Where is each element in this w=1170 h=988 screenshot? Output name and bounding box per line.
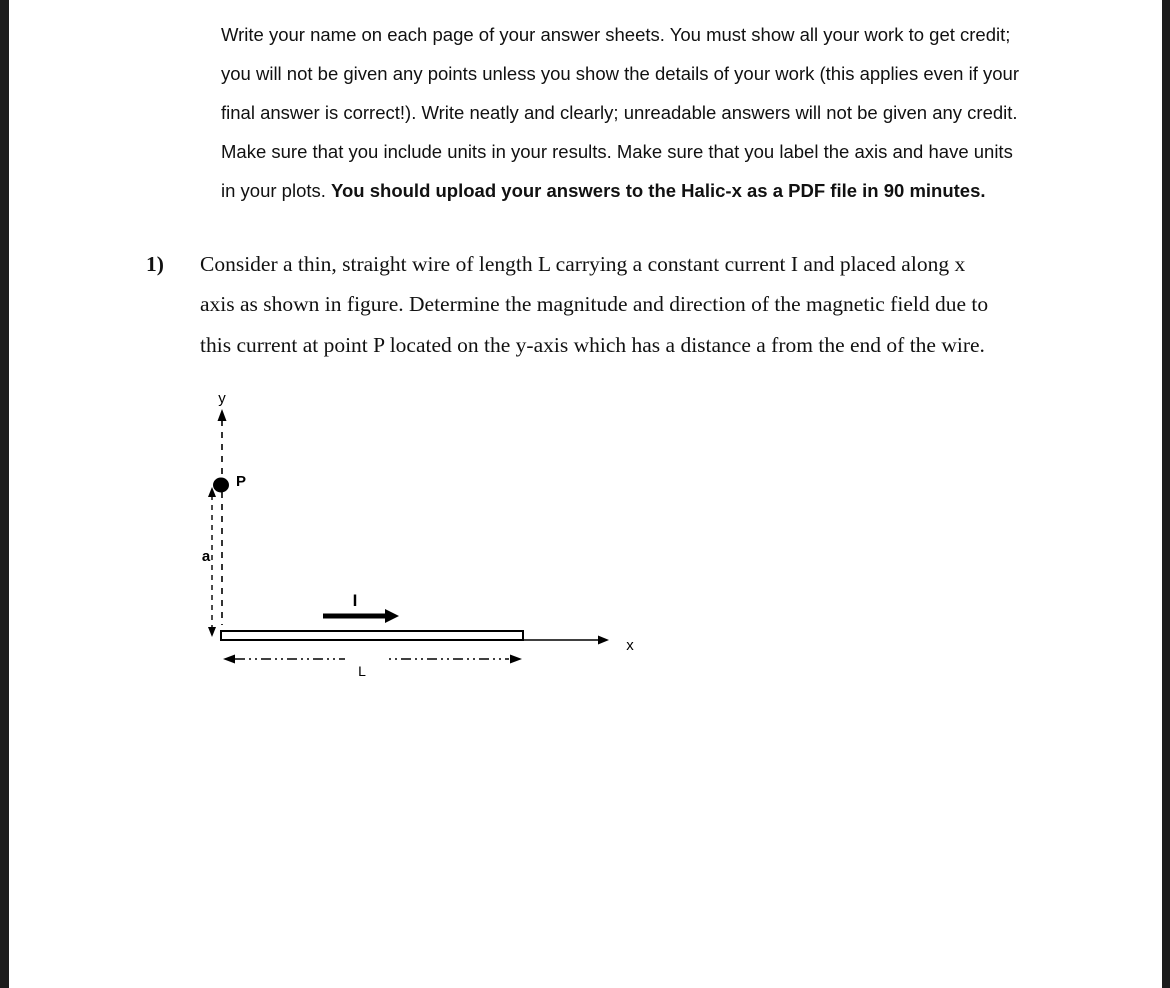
question-text-line: this current at point P located on the y-axis which has a distance a from the end of the wire. bbox=[200, 333, 985, 357]
current-label: I bbox=[352, 591, 358, 610]
y-axis-label: y bbox=[218, 390, 226, 407]
document-page bbox=[9, 0, 1162, 988]
instruction-line: you will not be given any points unless you show the details of your work (this applies even if your bbox=[221, 63, 1019, 84]
length-l-label: L bbox=[358, 663, 366, 679]
question-text-line: Consider a thin, straight wire of length L carrying a constant current I and placed along x bbox=[200, 252, 966, 276]
current-arrowhead bbox=[385, 609, 399, 623]
instruction-line: Make sure that you include units in your results. Make sure that you label the axis and have units bbox=[221, 141, 1013, 162]
length-l-arrowhead-left bbox=[223, 655, 235, 664]
distance-a-arrowhead-down bbox=[208, 627, 216, 637]
instruction-line: final answer is correct!). Write neatly and clearly; unreadable answers will not be given any credit. bbox=[221, 102, 1018, 123]
point-p-marker bbox=[213, 478, 229, 493]
point-p-label: P bbox=[236, 473, 247, 490]
wire-figure bbox=[9, 0, 709, 700]
instruction-line: Write your name on each page of your answer sheets. You must show all your work to get credit; bbox=[221, 24, 1011, 45]
length-l-arrowhead-right bbox=[510, 655, 522, 664]
x-axis-arrowhead bbox=[598, 636, 609, 645]
x-axis-label: x bbox=[626, 637, 634, 654]
distance-a-label: a bbox=[201, 548, 211, 565]
wire bbox=[221, 631, 523, 640]
upload-deadline-text: You should upload your answers to the Halic-x as a PDF file in 90 minutes. bbox=[331, 180, 986, 201]
question-number: 1) bbox=[146, 252, 164, 276]
instruction-text: in your plots. bbox=[221, 180, 332, 201]
question-text-line: axis as shown in figure. Determine the magnitude and direction of the magnetic field due to bbox=[200, 292, 989, 316]
y-axis-arrowhead bbox=[218, 409, 227, 421]
